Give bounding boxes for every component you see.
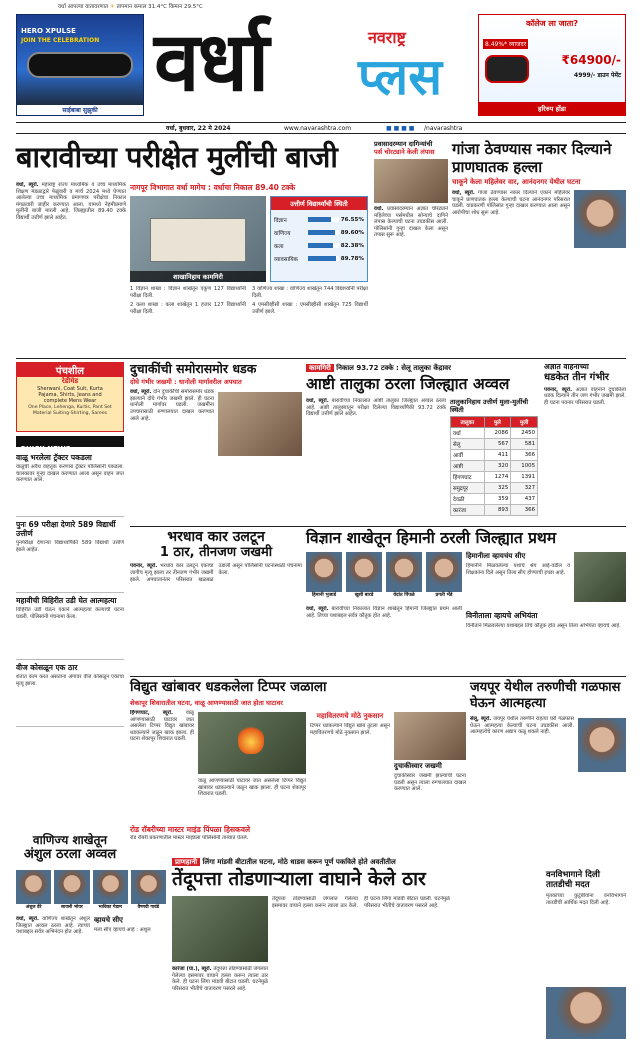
stats-bar	[308, 230, 335, 235]
weather-max: कमाल 31.4°C	[133, 4, 168, 10]
ganja-story	[452, 140, 626, 354]
right-ad-headline: कॉलेज ला जाता?	[526, 19, 578, 28]
commerce-body: वर्धा, ब्यूरो. वाणिज्य शाखेतून अंशुल जिल्ह्यात अव्वल ठरला आहे. त्याच्या यशाबद्दल सर्वत्र अभिनंदन होत आहे.	[16, 916, 90, 936]
quick-news-label: QUICK NEWS	[20, 445, 71, 453]
science-headline: विज्ञान शाखेतून हिमानी ठरली जिल्ह्यात प्रथम	[306, 529, 557, 547]
bike-photo	[394, 712, 466, 760]
collision-subhead: दोघे गंभीर जखमी : धानोली मार्गावरील अपघात	[130, 378, 242, 387]
masthead	[150, 14, 470, 122]
student-photo	[386, 552, 422, 592]
tendu-kicker: प्राणहानी लिंगा मांडवी बीटातील घटना, मोठे धाडस करून पूर्ण पकविले होते अवतीतील	[172, 856, 626, 868]
ganja-subhead: चाकूने केला महिलेवर वार, आनंदनगर येथील घटना	[452, 178, 581, 186]
tipper-body: हिंगणघाट, ब्यूरो. वाळू आणण्यासाठी घाटावर जात असलेला टिप्पर विद्युत खांबावर धडकल्याने जळून खाक झाला. ही घटना शेकापूर शिवारात घडली.	[130, 710, 194, 743]
mahavitaran-title: महावितरणचे मोठे नुकसान	[316, 712, 384, 720]
commerce-headline2: अंशुल ठरला अव्वल	[23, 846, 117, 862]
scooter-icon	[485, 55, 529, 83]
tipper-headline: विद्युत खांबावर धडकलेला टिप्पर जळाला	[130, 679, 327, 695]
student-name: प्रगती भेंडे	[435, 593, 453, 598]
stats-title: उत्तीर्ण विद्यार्थ्यांची स्थिती	[271, 197, 367, 210]
left-ad[interactable]	[16, 14, 144, 116]
stats-row	[274, 213, 364, 226]
student-card	[346, 552, 382, 602]
bike-story	[394, 712, 466, 824]
taluka-head-cell: मुले	[484, 417, 511, 428]
road-body: रोड रॉबरी प्रकरणातील मास्टर माइंडला पोलिसांनी ताब्यात घेतले.	[130, 834, 249, 841]
quick-news-bar	[16, 436, 124, 453]
taluka-cell: वर्धा	[451, 428, 485, 439]
quick-news-title: वाळू भरलेला ट्रॅक्टर पकडला	[16, 453, 92, 462]
collision-body: वर्धा, ब्यूरो. दोन दुचाकींची समोरासमोर धडक झाल्याने दोघे गंभीर जखमी झाले. ही घटना धानोली मार्गावर घडली. जखमींना उपचारासाठी रुग्णालयात दाखल करण्यात आले आहे.	[130, 389, 214, 422]
ashti-headline: आष्टी तालुका ठरला जिल्ह्यात अव्वल	[306, 375, 510, 393]
stats-label: व्यावसायिक	[274, 256, 298, 263]
road-story	[130, 826, 318, 850]
quick-news-title: वीज कोसळून एक ठार	[16, 663, 78, 672]
panchsheel-ad[interactable]	[16, 362, 124, 432]
tendu-body-2: तेंदूपत्ता तोडण्यासाठी जंगलात गेलेल्या इसमावर वाघाने हल्ला करून त्याला ठार केले. ही घटना लिंगा मांडवी बीटात घडली. घटनेमुळे परिसरात भीतीचे वातावरण पसरले आहे.	[272, 896, 450, 909]
science-photos	[306, 552, 462, 602]
student-photo	[306, 552, 342, 592]
stats-bar	[308, 243, 333, 248]
website[interactable]: www.navarashtra.com	[284, 125, 352, 132]
left-ad-footer: साईबाबा सुझुकी	[17, 105, 143, 115]
lead-byline: वर्धा, ब्यूरो.	[16, 182, 39, 188]
taluka-cell: आर्वी	[451, 450, 485, 461]
stats-label: विज्ञान	[274, 217, 287, 224]
sun-icon: ☀	[109, 4, 115, 10]
lead-point: 2 कला शाखा : कला शाखेतून 1 हजार 127 विद्यार्थ्यांनी परीक्षा दिली.	[130, 302, 246, 315]
lead-body	[16, 182, 126, 354]
taluka-head-cell: तालुका	[451, 417, 485, 428]
sidebar-stories	[16, 450, 124, 746]
jaypur-photo	[578, 718, 626, 772]
science-side2-body: विनीताने मिळवलेल्या यशाबद्दल तिचे कौतुक होत असून तिला अभियंता व्हायचे आहे.	[466, 623, 621, 629]
student-photo	[346, 552, 382, 592]
student-card	[386, 552, 422, 602]
purse-story	[374, 140, 448, 354]
tendu-body: कारंजा (घा.), ब्यूरो. तेंदूपत्ता तोडण्यासाठी जंगलात गेलेल्या इसमावर वाघाने हल्ला करून त्याला ठार केले. ही घटना लिंगा मांडवी बीटात घडली. घटनेमुळे परिसरात भीतीचे वातावरण पसरले आहे.	[172, 966, 268, 992]
quick-news-body: पुनर्परीक्षा देणाऱ्या विद्यार्थ्यांपैकी 589 विद्यार्थी उत्तीर्ण झाले आहेत.	[16, 540, 124, 553]
bike-title: दुचाकीस्वार जखमी	[394, 762, 442, 770]
ganja-photo	[574, 190, 626, 248]
left-ad-brand: HERO XPULSE	[21, 27, 76, 35]
hit-headline: धडकेत तीन गंभीर	[544, 372, 610, 383]
panchsheel-sub: रेडीमेड	[61, 377, 79, 385]
lead-text: महाराष्ट्र राज्य माध्यमिक व उच्च माध्यमिक शिक्षण मंडळाद्वारे फेब्रुवारी व मार्च 2024 मध्ये घेण्यात आलेल्या उच्च माध्यमिक प्रमाणपत्र परीक्षेचा निकाल मंगळवारी जाहीर करण्यात आला. यामध्ये नेहमीप्रमाणे मुलींनी बाजी मारली आहे. जिल्ह्यातील 89.40 टक्के विद्यार्थी उत्तीर्ण झाले आहेत.	[16, 182, 126, 221]
taluka-cell: हिंगणघाट	[451, 472, 485, 483]
divider-2	[130, 526, 626, 527]
jaypur-body: सेलू, ब्यूरो. जयपूर येथील तरुणीने राहत्या घरी गळफास घेऊन आत्महत्या केल्याची घटना उघडकीस आली. आत्महत्येचे कारण अद्याप कळू शकले नाही.	[470, 716, 574, 736]
science-side-body: हिमानीने मिळवलेल्या यशाचे श्रेय आई-वडील व शिक्षकांना दिले असून तिला सीए होण्याची इच्छा आहे.	[466, 563, 570, 576]
commerce-side	[94, 916, 168, 1044]
stats-bar	[308, 256, 336, 261]
ganja-headline: गांजा ठेवण्यास नकार दिल्याने प्राणघातक हल्ला	[452, 140, 612, 176]
student-card	[16, 870, 51, 912]
taluka-cell: 411	[484, 450, 511, 461]
taluka-cell: 366	[511, 450, 538, 461]
science-body: वर्धा, ब्यूरो. बारावीच्या निकालात विज्ञान शाखेतून हिमानी जिल्ह्यात प्रथम आली आहे. तिच्या यशाबद्दल सर्वत्र कौतुक होत आहे.	[306, 606, 462, 619]
tipper-body-2: वाळू आणण्यासाठी घाटावर जात असलेला टिप्पर विद्युत खांबावर धडकल्याने जळून खाक झाला. ही घटना शेकापूर शिवारात घडली.	[198, 778, 306, 798]
quick-news-item	[16, 660, 124, 727]
right-ad[interactable]	[478, 14, 626, 116]
school-photo	[130, 196, 266, 282]
taluka-cell: 581	[511, 439, 538, 450]
collision-headline: दुचाकींची समोरासमोर धडक	[130, 361, 257, 376]
taluka-cell: समुद्रपूर	[451, 483, 485, 494]
taluka-cell: कारंजा	[451, 505, 485, 516]
stats-row	[274, 252, 364, 265]
forest-photo	[546, 987, 626, 1039]
bike-icon	[27, 52, 133, 78]
divider-1	[16, 358, 626, 359]
table-row	[451, 483, 538, 494]
weather-today: तापमान	[116, 4, 133, 10]
taluka-cell: आष्टी	[451, 461, 485, 472]
mahavitaran-body: टिप्पर धडकल्याने विद्युत खांब तुटला असून महावितरणचे मोठे नुकसान झाले.	[310, 723, 390, 736]
lead-points-list	[130, 286, 368, 318]
taluka-cell: 2450	[511, 428, 538, 439]
panchsheel-line: Pajama, Shirts, Jeans and	[38, 392, 102, 398]
stats-bar-track	[308, 256, 339, 261]
stats-bar-track	[308, 217, 339, 222]
stats-value: 76.55%	[340, 216, 364, 223]
dateline-bar	[16, 122, 626, 134]
taluka-table-grid	[450, 416, 538, 516]
quick-news-body: वाळूची अवैध वाहतूक करणारा ट्रॅक्टर पोलिसांनी पकडला. चालकावर गुन्हा दाखल करण्यात आला असून वाहन जप्त करण्यात आले.	[16, 464, 124, 484]
student-name: हिमानी भुजाडे	[311, 593, 337, 598]
fire-icon	[238, 724, 264, 754]
left-ad-tagline: JOIN THE CELEBRATION	[21, 37, 100, 44]
student-photo	[54, 870, 89, 904]
panchsheel-sub2: One Place, Lehenga, Kurtis, Pant Set Material Suiting-Shirting, Sarees	[28, 405, 112, 416]
forest-box	[546, 870, 626, 1044]
taluka-cell: 1005	[511, 461, 538, 472]
purse-kicker: प्रवासादरम्यान दागिन्यांची	[374, 140, 433, 148]
quick-news-item	[16, 517, 124, 593]
social-icons[interactable]: ■ ■ ■ ■	[386, 125, 415, 132]
car-story	[130, 530, 302, 672]
collision-story	[130, 362, 302, 522]
science-side2-title: विनीताला व्हायचे अभियंता	[466, 611, 538, 620]
taluka-table	[450, 398, 538, 520]
forest-body: मृतकाच्या कुटुंबीयांना वनविभागाने तातडीची आर्थिक मदत दिली आहे.	[546, 893, 626, 906]
panchsheel-lines	[17, 386, 123, 404]
student-name: वेदांत पिंपळे	[393, 593, 415, 598]
quick-news-title: पुनः 69 परीक्षा देणारे 589 विद्यार्थी उत्तीर्ण	[16, 520, 116, 538]
purse-body: वर्धा. प्रवासादरम्यान अज्ञात चोरट्याने महिलेच्या पर्समधील सोन्याचे दागिने लंपास केल्याची घटना उघडकीस आली. पोलिसांनी गुन्हा दाखल केला असून तपास सुरू आहे.	[374, 206, 448, 239]
divider-3	[130, 676, 626, 677]
jaypur-headline: जयपूर येथील तरुणीची गळफास घेऊन आत्महत्या	[470, 680, 621, 711]
taluka-cell: 893	[484, 505, 511, 516]
commerce-photos	[16, 870, 166, 912]
taluka-cell: 320	[484, 461, 511, 472]
hit-story	[544, 362, 626, 522]
tipper-photo	[198, 712, 306, 774]
hit-body: पवनार, ब्यूरो. अज्ञात वाहनाने दुचाकीला धडक दिल्याने तीन जण गंभीर जखमी झाले. ही घटना पवनार परिसरात घडली.	[544, 386, 626, 406]
lead-point: 1 विज्ञान शाखा : विज्ञान शाखेतून एकूण 127 विद्यार्थ्यांनी परीक्षा दिली.	[130, 286, 246, 299]
dateline: वर्धा, बुधवार, 22 मे 2024	[166, 125, 231, 132]
weather-bar	[58, 2, 248, 12]
panchsheel-line: complete Mens Wear	[43, 398, 97, 404]
right-ad-price: ₹64900/-	[561, 53, 621, 67]
table-row	[451, 461, 538, 472]
stats-bar-track	[308, 230, 339, 235]
taluka-table-title: तालुकानिहाय उत्तीर्ण मुला-मुलींची स्थिती	[450, 398, 529, 414]
student-card	[54, 870, 89, 912]
student-name: खुशी बारडे	[354, 593, 374, 598]
ashti-kicker: कामगिरी निकाल 93.72 टक्के : सेलू तालुका केंद्रावर	[306, 362, 538, 374]
taluka-cell: देवळी	[451, 494, 485, 505]
lead-points	[130, 286, 368, 356]
car-headline2: 1 ठार, तीनजण जखमी	[159, 544, 273, 560]
student-name: सायली भोयर	[60, 905, 83, 910]
masthead-small: नवराष्ट्र	[368, 28, 406, 47]
stats-label: वाणिज्य	[274, 230, 291, 237]
stats-value: 89.60%	[340, 229, 364, 236]
ganja-body: वर्धा, ब्यूरो. गांजा ठेवण्यास नकार दिल्याने एकाने महिलेवर चाकूने प्राणघातक हल्ला केल्याची घटना आनंदनगर परिसरात घडली. याप्रकरणी पोलिसांत गुन्हा दाखल करण्यात आला असून आरोपीचा शोध सुरू आहे.	[452, 190, 570, 216]
table-row	[451, 439, 538, 450]
stats-row	[274, 239, 364, 252]
stats-box	[270, 196, 368, 282]
taluka-cell: 359	[484, 494, 511, 505]
tipper-subhead: शेकापूर शिवारातील घटना, वाळू आणण्यासाठी जात होता घाटावर	[130, 699, 283, 707]
masthead-plus: प्लस	[358, 48, 442, 106]
table-row	[451, 494, 538, 505]
student-card	[426, 552, 462, 602]
commerce-side-title: व्हायचे सीए	[94, 916, 123, 924]
cmyk-marks	[16, 1043, 52, 1051]
photo-caption: शाखानिहाय कामगिरी	[130, 271, 266, 282]
stats-row	[274, 226, 364, 239]
student-card	[93, 870, 128, 912]
panchsheel-line: Sherwani, Coat Suit, Kurta	[37, 386, 103, 392]
taluka-head-cell: मुली	[511, 417, 538, 428]
lead-point: 3 वाणिज्य शाखा : वाणिज्य शाखेतून 744 विद्यार्थ्यांनी परीक्षा दिली.	[252, 286, 368, 299]
student-name: वैष्णवी गावंडे	[137, 905, 160, 910]
table-row	[451, 505, 538, 516]
commerce-side-body: मला सीए व्हायचे आहे : अंशुल	[94, 927, 151, 933]
taluka-cell: 327	[511, 483, 538, 494]
taluka-cell: 366	[511, 505, 538, 516]
table-row	[451, 428, 538, 439]
taluka-cell: सेलू	[451, 439, 485, 450]
right-ad-dealer: हरिरुप होंडा	[479, 102, 625, 115]
science-side-title: हिमानीला व्हायचंय सीए	[466, 552, 526, 560]
weather-min: किमान 29.5°C	[168, 4, 203, 10]
student-photo	[16, 870, 51, 904]
taluka-cell: 325	[484, 483, 511, 494]
quick-news-title: महावीची विहिरीत उडी घेत आत्महत्या	[16, 596, 117, 605]
purse-kicker2: पर्स चोरट्याने केली लंपास	[374, 148, 435, 156]
forest-title: वनविभागाने दिली तातडीची मदत	[546, 870, 600, 890]
table-row	[451, 450, 538, 461]
road-headline: रोड रॉबरीच्या मास्टर माइंड पिंपळा हिसकवले	[130, 825, 251, 834]
taluka-cell: 437	[511, 494, 538, 505]
collision-photo	[218, 392, 302, 456]
panchsheel-title: पंचशील	[17, 363, 123, 377]
right-ad-rate: 8.49%* व्याजदर	[485, 41, 527, 48]
lead-point: 4 एमसीव्हीसी शाखा : एमसीव्हीसी शाखेतून 725 विद्यार्थी उत्तीर्ण झाले.	[252, 302, 368, 315]
quick-news-item	[16, 593, 124, 660]
taluka-head-row	[451, 417, 538, 428]
taluka-cell: 2086	[484, 428, 511, 439]
tendu-headline: तेंदूपत्ता तोडणाऱ्याला वाघाने केले ठार	[172, 868, 426, 890]
student-card	[131, 870, 166, 912]
table-row	[451, 472, 538, 483]
ashti-body: वर्धा, ब्यूरो. बारावीच्या निकालात आष्टी तालुका जिल्ह्यात अव्वल ठरला आहे. आष्टी तालुक्यातून परीक्षा दिलेल्या विद्यार्थ्यांपैकी 93.72 टक्के विद्यार्थी उत्तीर्ण झाले आहेत.	[306, 398, 446, 418]
quick-news-item	[16, 450, 124, 517]
science-side	[466, 552, 626, 672]
masthead-main: वर्धा	[154, 14, 268, 110]
stats-bar-track	[308, 243, 339, 248]
lead-subhead: नागपूर विभागात वर्धा मागेच : वर्धाचा निकाल 89.40 टक्के	[130, 183, 296, 192]
tendu-photo	[172, 896, 268, 962]
stats-bar	[308, 217, 331, 222]
student-photo	[93, 870, 128, 904]
student-name: अंशुल डेरे	[25, 905, 42, 910]
taluka-cell: 1274	[484, 472, 511, 483]
lead-headline: बारावीच्या परीक्षेत मुलींची बाजी	[16, 140, 338, 174]
student-photo	[131, 870, 166, 904]
stats-label: कला	[274, 243, 284, 250]
car-body: पवनार, ब्यूरो. भरधाव कार उलटून एकाचा जागीच मृत्यू झाला तर तीनजण गंभीर जखमी झाले. अपघातानंतर परिसरात खळबळ उडाली असून पोलिसांनी घटनास्थळी पंचनामा केला.	[130, 563, 302, 583]
mahavitaran-box	[310, 712, 390, 822]
hit-kicker: अज्ञात वाहनाच्या	[544, 362, 589, 371]
bike-body: दुचाकीस्वार जखमी झाल्याची घटना घडली असून त्याला रुग्णालयात दाखल करण्यात आले.	[394, 773, 466, 793]
weather-line: वर्धा आपल्या वातावरणात	[58, 4, 109, 10]
stats-value: 82.38%	[340, 242, 364, 249]
science-side-photo	[574, 552, 626, 602]
building-shape	[150, 218, 246, 262]
purse-photo	[374, 159, 448, 203]
commerce-headline: वाणिज्य शाखेतून	[32, 833, 108, 847]
student-photo	[426, 552, 462, 592]
stats-value: 89.78%	[340, 255, 364, 262]
student-card	[306, 552, 342, 602]
car-headline: भरधाव कार उलटून	[167, 529, 265, 545]
quick-news-body: विहिरीत उडी घेऊन एकाने आत्महत्या केल्याची घटना घडली. पोलिसांनी पंचनामा केला.	[16, 607, 124, 620]
taluka-cell: 1391	[511, 472, 538, 483]
quick-news-body: शेतात काम करत असताना अंगावर वीज कोसळून एकाचा मृत्यू झाला.	[16, 674, 124, 687]
taluka-cell: 567	[484, 439, 511, 450]
handle[interactable]: /navarashtra	[424, 125, 463, 132]
student-name: भाविका गेडाम	[98, 905, 122, 910]
stats-rows	[271, 210, 367, 268]
right-ad-emi: 4999/- डाउन पेमेंट	[574, 72, 621, 79]
